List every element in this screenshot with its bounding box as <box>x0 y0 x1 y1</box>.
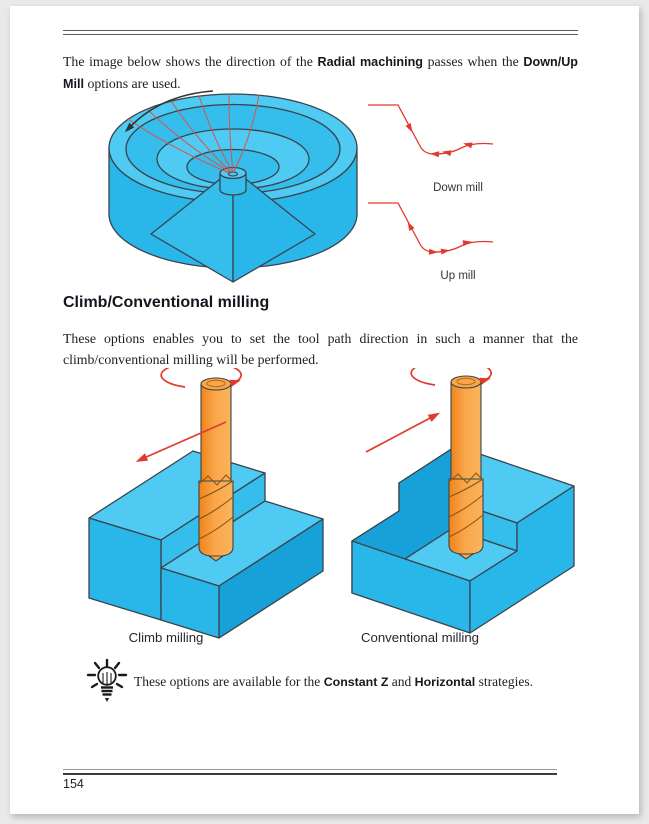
intro-text-1: The image below shows the direction of the <box>63 54 318 69</box>
conventional-end-mill-tool <box>449 376 483 559</box>
header-rule <box>63 30 578 35</box>
note-text-2: and <box>388 674 415 689</box>
section-paragraph: These options enables you to set the tool path direction in such a manner that the climb/conventional milling will be performed. <box>63 331 578 367</box>
up-mill-arrows <box>405 220 472 255</box>
note-text-3: strategies. <box>475 674 533 689</box>
down-mill-path <box>368 105 493 154</box>
climb-end-mill-tool <box>199 378 233 561</box>
lightbulb-icon <box>86 658 128 710</box>
down-mill-label: Down mill <box>433 182 483 194</box>
conventional-milling-caption: Conventional milling <box>360 630 480 645</box>
up-mill-path-figure <box>365 195 497 269</box>
feed-direction-arrow-icon <box>366 409 442 452</box>
term-horizontal: Horizontal <box>414 675 476 689</box>
intro-text-3: options are used. <box>84 76 181 91</box>
down-mill-arrows <box>405 123 472 157</box>
climb-milling-caption: Climb milling <box>128 630 204 645</box>
note-paragraph <box>134 672 588 692</box>
section-heading: Climb/Conventional milling <box>63 294 270 311</box>
up-mill-path <box>368 203 493 252</box>
intro-text-2: passes when the <box>422 54 524 69</box>
page-number: 154 <box>63 777 84 791</box>
term-constant-z: Constant Z <box>323 675 389 689</box>
down-mill-path-figure <box>365 97 497 171</box>
climb-milling-figure <box>80 368 332 640</box>
footer-rule <box>63 769 557 775</box>
note-text-1: These options are available for the <box>134 674 324 689</box>
up-mill-label: Up mill <box>440 270 476 282</box>
term-radial-machining: Radial machining <box>317 55 423 69</box>
conventional-milling-figure <box>328 368 580 640</box>
term-down-up-mill: Down/Up Mill <box>63 55 578 91</box>
document-page <box>10 6 639 814</box>
radial-machining-figure <box>101 88 373 288</box>
